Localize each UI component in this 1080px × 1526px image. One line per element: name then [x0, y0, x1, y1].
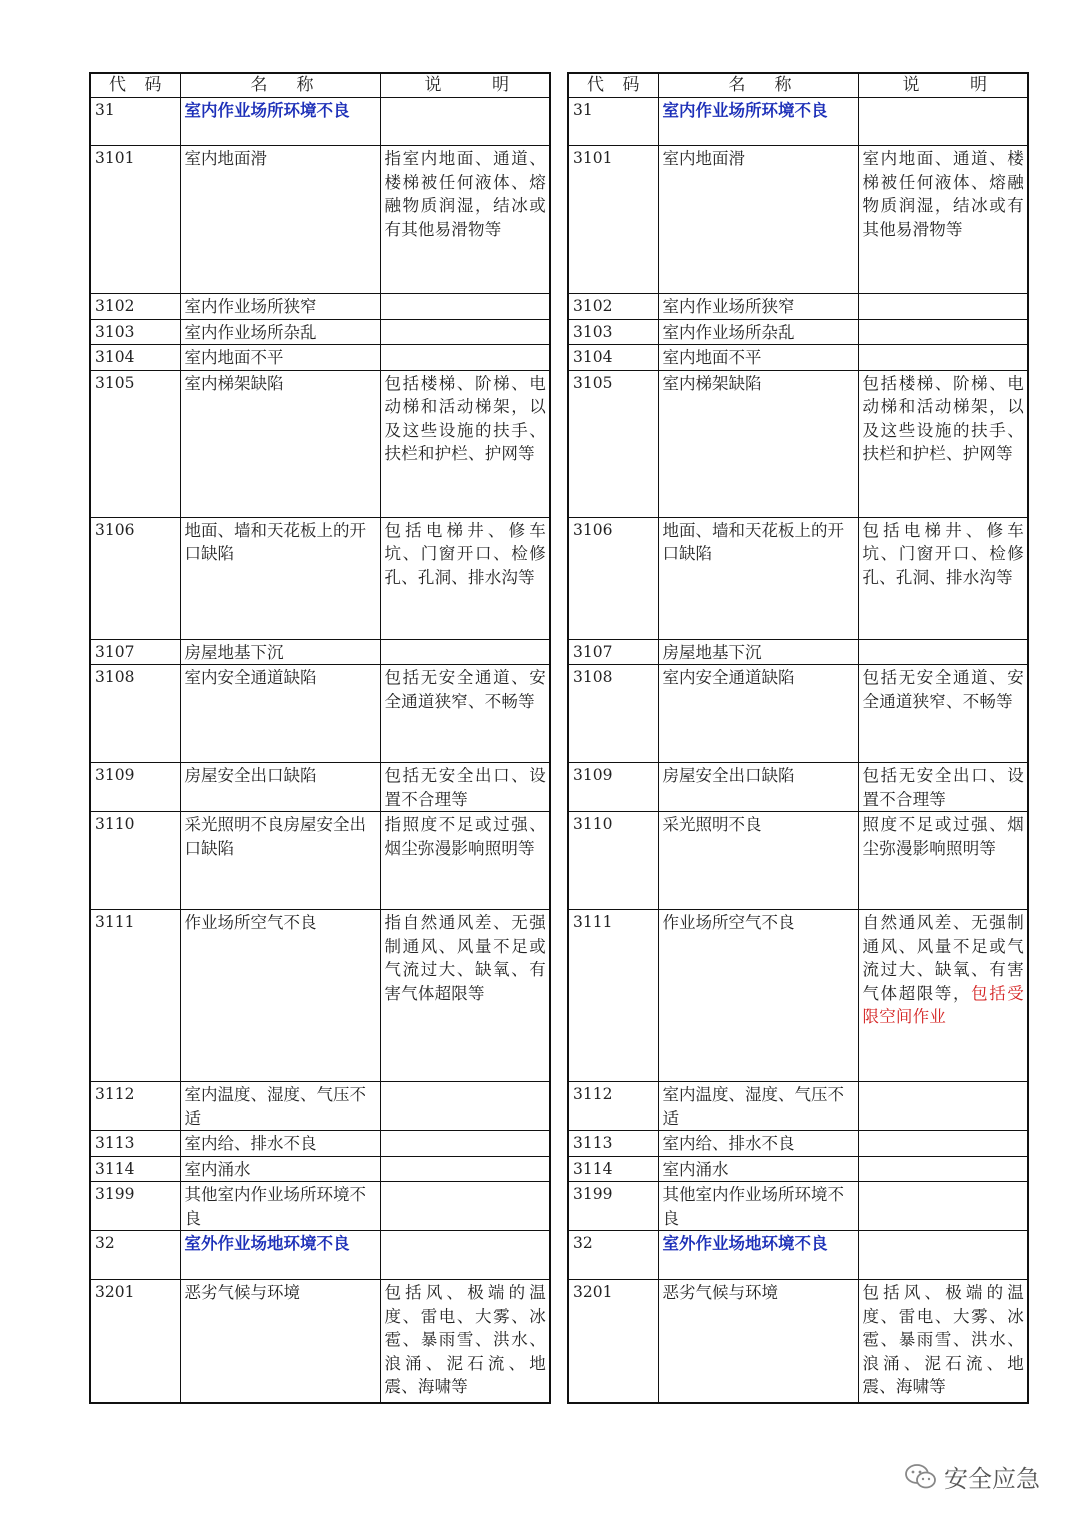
table-row [90, 910, 550, 1082]
cell-description [380, 98, 550, 146]
table-header-row [90, 73, 550, 98]
cell-description: 包括楼梯、阶梯、电动梯和活动梯架，以及这些设施的扶手、扶栏和护栏、护网等 [858, 370, 1028, 517]
cell-name: 作业场所空气不良 [658, 910, 858, 1082]
table-row [90, 812, 550, 910]
cell-description [858, 345, 1028, 371]
cell-code: 3102 [90, 294, 180, 320]
cell-name: 房屋地基下沉 [180, 639, 380, 665]
cell-name: 采光照明不良房屋安全出口缺陷 [180, 812, 380, 910]
cell-name: 室内安全通道缺陷 [658, 665, 858, 763]
cell-category-heading: 室内作业场所环境不良 [180, 98, 380, 146]
cell-code: 3104 [90, 345, 180, 371]
cell-code: 3110 [568, 812, 658, 910]
footer-watermark [904, 1459, 1040, 1494]
cell-name: 室内给、排水不良 [658, 1131, 858, 1157]
cell-name: 室内温度、湿度、气压不适 [180, 1082, 380, 1131]
table-row [90, 639, 550, 665]
cell-description: 包括楼梯、阶梯、电动梯和活动梯架，以及这些设施的扶手、扶栏和护栏、护网等 [380, 370, 550, 517]
cell-description: 包括无安全出口、设置不合理等 [858, 763, 1028, 812]
cell-code: 3201 [568, 1280, 658, 1403]
table-row [568, 98, 1028, 146]
cell-description: 指室内地面、通道、楼梯被任何液体、熔融物质润湿，结冰或有其他易滑物等 [380, 146, 550, 294]
header-description: 说 明 [858, 73, 1028, 98]
hazard-table-right [567, 72, 1029, 1404]
cell-code: 3110 [90, 812, 180, 910]
cell-description [858, 294, 1028, 320]
table-row [90, 345, 550, 371]
cell-name: 室内地面不平 [658, 345, 858, 371]
cell-description: 指照度不足或过强、烟尘弥漫影响照明等 [380, 812, 550, 910]
cell-code: 3106 [568, 517, 658, 639]
cell-code: 31 [90, 98, 180, 146]
header-name: 名 称 [658, 73, 858, 98]
cell-name: 室内作业场所狭窄 [180, 294, 380, 320]
table-row [90, 763, 550, 812]
cell-description [380, 1231, 550, 1280]
cell-name: 室内地面滑 [180, 146, 380, 294]
cell-code: 3111 [568, 910, 658, 1082]
cell-description [858, 1156, 1028, 1182]
cell-code: 31 [568, 98, 658, 146]
cell-description: 室内地面、通道、楼梯被任何液体、熔融物质润湿，结冰或有其他易滑物等 [858, 146, 1028, 294]
cell-code: 3103 [90, 319, 180, 345]
table-row [568, 370, 1028, 517]
table-row [90, 665, 550, 763]
cell-description [380, 345, 550, 371]
cell-name: 地面、墙和天花板上的开口缺陷 [180, 517, 380, 639]
cell-name: 室内涌水 [180, 1156, 380, 1182]
table-row [568, 763, 1028, 812]
table-row [568, 1231, 1028, 1280]
cell-code: 3106 [90, 517, 180, 639]
table-row [90, 294, 550, 320]
cell-description: 包括风、极端的温度、雷电、大雾、冰雹、暴雨雪、洪水、浪涌、泥石流、地震、海啸等 [858, 1280, 1028, 1403]
wechat-icon [904, 1462, 938, 1492]
cell-name: 采光照明不良 [658, 812, 858, 910]
cell-name: 室内作业场所狭窄 [658, 294, 858, 320]
cell-code: 3104 [568, 345, 658, 371]
cell-name: 房屋地基下沉 [658, 639, 858, 665]
cell-name: 室内地面滑 [658, 146, 858, 294]
cell-description [380, 294, 550, 320]
cell-description [858, 639, 1028, 665]
cell-code: 3113 [90, 1131, 180, 1157]
cell-name: 作业场所空气不良 [180, 910, 380, 1082]
cell-description [858, 1231, 1028, 1280]
table-row [90, 1082, 550, 1131]
cell-description [858, 1131, 1028, 1157]
cell-code: 3102 [568, 294, 658, 320]
cell-code: 3105 [90, 370, 180, 517]
cell-code: 3103 [568, 319, 658, 345]
cell-description [380, 1131, 550, 1157]
cell-description [380, 1156, 550, 1182]
header-description: 说 明 [380, 73, 550, 98]
cell-code: 3101 [90, 146, 180, 294]
cell-name: 房屋安全出口缺陷 [658, 763, 858, 812]
table-row [90, 1231, 550, 1280]
cell-code: 3107 [90, 639, 180, 665]
cell-code: 32 [90, 1231, 180, 1280]
cell-code: 3109 [568, 763, 658, 812]
table-row [568, 146, 1028, 294]
table-row [90, 1131, 550, 1157]
header-name: 名 称 [180, 73, 380, 98]
cell-code: 3113 [568, 1131, 658, 1157]
cell-name: 室内作业场所杂乱 [180, 319, 380, 345]
table-row [90, 1182, 550, 1231]
cell-description [858, 1082, 1028, 1131]
header-code: 代 码 [90, 73, 180, 98]
table-row [568, 910, 1028, 1082]
cell-description [858, 319, 1028, 345]
table-row [90, 1156, 550, 1182]
cell-category-heading: 室外作业场地环境不良 [658, 1231, 858, 1280]
table-row [568, 812, 1028, 910]
cell-description [858, 1182, 1028, 1231]
cell-description: 包括电梯井、修车坑、门窗开口、检修孔、孔洞、排水沟等 [380, 517, 550, 639]
table-row [568, 1082, 1028, 1131]
table-row [568, 294, 1028, 320]
cell-code: 3114 [90, 1156, 180, 1182]
cell-code: 3112 [90, 1082, 180, 1131]
cell-name: 室内温度、湿度、气压不适 [658, 1082, 858, 1131]
table-row [568, 1280, 1028, 1403]
table-row [568, 517, 1028, 639]
table-row [90, 1280, 550, 1403]
cell-name: 室内梯架缺陷 [658, 370, 858, 517]
table-row [568, 345, 1028, 371]
cell-name: 恶劣气候与环境 [658, 1280, 858, 1403]
cell-description: 包括无安全出口、设置不合理等 [380, 763, 550, 812]
cell-description: 照度不足或过强、烟尘弥漫影响照明等 [858, 812, 1028, 910]
cell-code: 3107 [568, 639, 658, 665]
cell-name: 其他室内作业场所环境不良 [658, 1182, 858, 1231]
table-row [90, 146, 550, 294]
cell-description [858, 910, 1028, 1082]
cell-description: 指自然通风差、无强制通风、风量不足或气流过大、缺氧、有害气体超限等 [380, 910, 550, 1082]
cell-description [380, 1182, 550, 1231]
cell-code: 3111 [90, 910, 180, 1082]
header-code: 代 码 [568, 73, 658, 98]
cell-name: 室内安全通道缺陷 [180, 665, 380, 763]
cell-category-heading: 室外作业场地环境不良 [180, 1231, 380, 1280]
cell-name: 室内梯架缺陷 [180, 370, 380, 517]
cell-name: 地面、墙和天花板上的开口缺陷 [658, 517, 858, 639]
cell-description: 包括电梯井、修车坑、门窗开口、检修孔、孔洞、排水沟等 [858, 517, 1028, 639]
cell-code: 3201 [90, 1280, 180, 1403]
table-header-row [568, 73, 1028, 98]
cell-code: 3109 [90, 763, 180, 812]
cell-description [380, 319, 550, 345]
table-row [90, 98, 550, 146]
table-row [568, 1156, 1028, 1182]
cell-name: 恶劣气候与环境 [180, 1280, 380, 1403]
table-row [568, 1131, 1028, 1157]
table-row [568, 639, 1028, 665]
table-row [90, 370, 550, 517]
table-row [90, 319, 550, 345]
footer-label: 安全应急 [944, 1465, 1040, 1493]
cell-code: 3101 [568, 146, 658, 294]
cell-description [858, 98, 1028, 146]
description-highlight: 包括受限空间作业 [862, 983, 1024, 1026]
cell-code: 3108 [568, 665, 658, 763]
cell-description [380, 1082, 550, 1131]
cell-code: 3108 [90, 665, 180, 763]
cell-description: 包括无安全通道、安全通道狭窄、不畅等 [380, 665, 550, 763]
cell-code: 3105 [568, 370, 658, 517]
table-row [568, 319, 1028, 345]
hazard-table-left [89, 72, 551, 1404]
cell-code: 3112 [568, 1082, 658, 1131]
cell-code: 3114 [568, 1156, 658, 1182]
cell-description [380, 639, 550, 665]
cell-name: 室内作业场所杂乱 [658, 319, 858, 345]
cell-name: 室内给、排水不良 [180, 1131, 380, 1157]
cell-code: 3199 [568, 1182, 658, 1231]
cell-name: 房屋安全出口缺陷 [180, 763, 380, 812]
cell-code: 32 [568, 1231, 658, 1280]
table-row [568, 1182, 1028, 1231]
cell-code: 3199 [90, 1182, 180, 1231]
cell-description: 包括无安全通道、安全通道狭窄、不畅等 [858, 665, 1028, 763]
table-row [568, 665, 1028, 763]
cell-name: 室内地面不平 [180, 345, 380, 371]
cell-description: 包括风、极端的温度、雷电、大雾、冰雹、暴雨雪、洪水、浪涌、泥石流、地震、海啸等 [380, 1280, 550, 1403]
table-row [90, 517, 550, 639]
cell-name: 其他室内作业场所环境不良 [180, 1182, 380, 1231]
cell-category-heading: 室内作业场所环境不良 [658, 98, 858, 146]
description-text: 自然通风差、无强制通风、风量不足或气流过大、缺氧、有害气体超限等， [862, 913, 1024, 1003]
cell-name: 室内涌水 [658, 1156, 858, 1182]
